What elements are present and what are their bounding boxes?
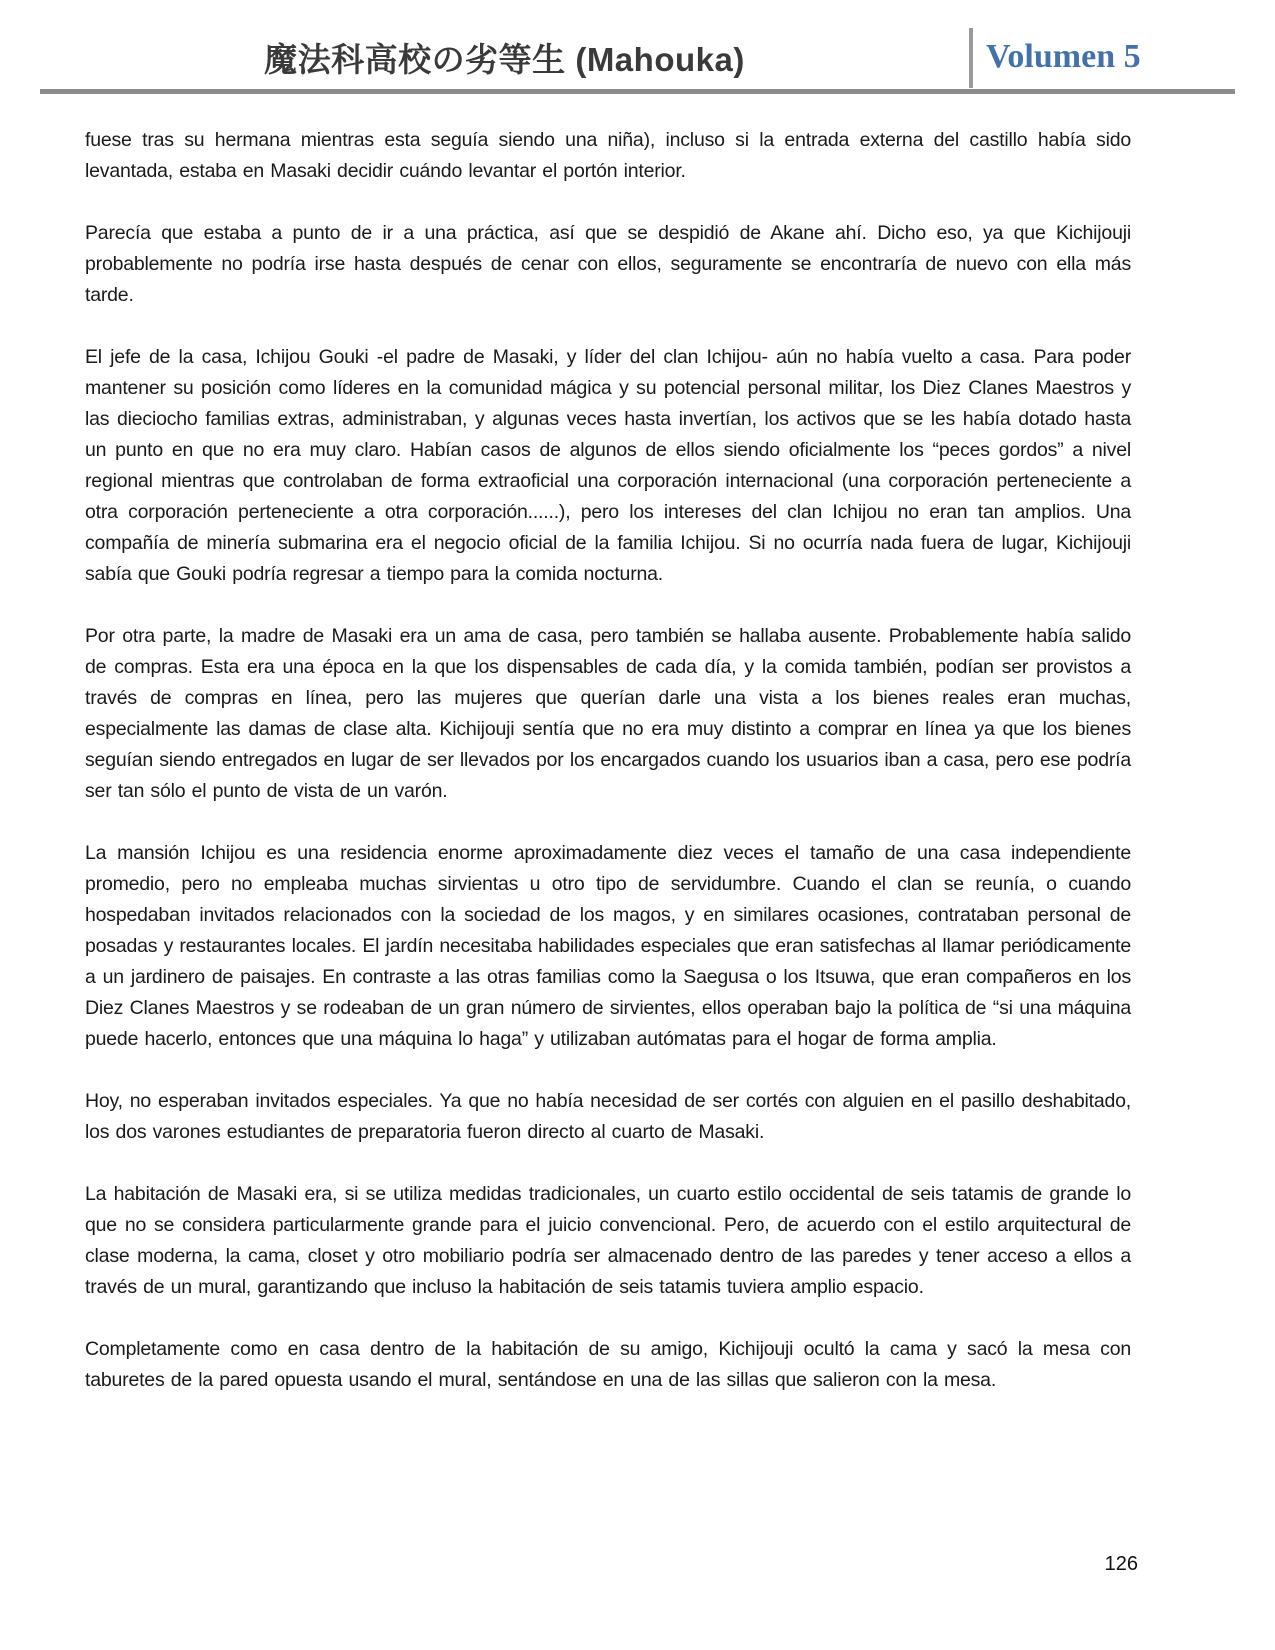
page-header: [40, 26, 1235, 88]
paragraph-6: Hoy, no esperaban invitados especiales. Ya que no había necesidad de ser cortés con alguien en el pasillo deshabitado, los dos varones estudiantes de preparatoria fueron directo al cuarto de Masaki.: [85, 1090, 1131, 1143]
header-volume-area: [973, 26, 1235, 88]
header-title-area: [40, 26, 969, 88]
paragraph-8: Completamente como en casa dentro de la habitación de su amigo, Kichijouji ocultó la cama y sacó la mesa con taburetes de la pared opuesta usando el mural, sentándose en una de las sillas que salieron con la mesa.: [85, 1338, 1131, 1391]
document-body: [40, 94, 1235, 1396]
paragraph-5: La mansión Ichijou es una residencia enorme aproximadamente diez veces el tamaño de una casa independiente promedio, pero no empleaba muchas sirvientas u otro tipo de servidumbre. Cuando el clan se reunía, o cuando hospedaban invitados relacionados con la sociedad de los magos, y en similares ocasiones, contrataban personal de posadas y restaurantes locales. El jardín necesitaba habilidades especiales que eran satisfechas al llamar periódicamente a un jardinero de paisajes. En contraste a las otras familias como la Saegusa o los Itsuwa, que eran compañeros en los Diez Clanes Maestros y se rodeaban de un gran número de sirvientes, ellos operaban bajo la política de “si una máquina puede hacerlo, entonces que una máquina lo haga” y utilizaban autómatas para el hogar de forma amplia.: [85, 842, 1131, 1050]
paragraph-4: Por otra parte, la madre de Masaki era un ama de casa, pero también se hallaba ausente. Probablemente había salido de compras. Esta era una época en la que los dispensables de cada día, y la comida también, podían ser provistos a través de compras en línea, pero las mujeres que querían darle una vista a los bienes reales eran muchas, especialmente las damas de clase alta. Kichijouji sentía que no era muy distinto a comprar en línea ya que los bienes seguían siendo entregados en lugar de ser llevados por los encargados cuando los usuarios iban a casa, pero ese podría ser tan sólo el punto de vista de un varón.: [85, 625, 1131, 802]
page-title: 魔法科高校の劣等生 (Mahouka): [264, 40, 745, 78]
volume-label: Volumen 5: [986, 38, 1141, 75]
paragraph-1: fuese tras su hermana mientras esta seguía siendo una niña), incluso si la entrada externa del castillo había sido levantada, estaba en Masaki decidir cuándo levantar el portón interior.: [85, 129, 1131, 182]
paragraph-7: La habitación de Masaki era, si se utiliza medidas tradicionales, un cuarto estilo occidental de seis tatamis de grande lo que no se considera particularmente grande para el juicio convencional. Pero, de acuerdo con el estilo arquitectural de clase moderna, la cama, closet y otro mobiliario podría ser almacenado dentro de las paredes y tener acceso a ellos a través de un mural, garantizando que incluso la habitación de seis tatamis tuviera amplio espacio.: [85, 1183, 1131, 1298]
page-number: 126: [1104, 1553, 1138, 1575]
paragraph-3: El jefe de la casa, Ichijou Gouki -el padre de Masaki, y líder del clan Ichijou- aún no había vuelto a casa. Para poder mantener su posición como líderes en la comunidad mágica y su potencial personal militar, los Diez Clanes Maestros y las dieciocho familias extras, administraban, y algunas veces hasta invertían, los activos que se les había dotado hasta un punto en que no era muy claro. Habían casos de algunos de ellos siendo oficialmente los “peces gordos” a nivel regional mientras que controlaban de forma extraoficial una corporación internacional (una corporación perteneciente a otra corporación perteneciente a otra corporación......), pero los intereses del clan Ichijou no eran tan amplios. Una compañía de minería submarina era el negocio oficial de la familia Ichijou. Si no ocurría nada fuera de lugar, Kichijouji sabía que Gouki podría regresar a tiempo para la comida nocturna.: [85, 346, 1131, 585]
paragraph-2: Parecía que estaba a punto de ir a una práctica, así que se despidió de Akane ahí. Dicho eso, ya que Kichijouji probablemente no podría irse hasta después de cenar con ellos, seguramente se encontraría de nuevo con ella más tarde.: [85, 222, 1131, 306]
